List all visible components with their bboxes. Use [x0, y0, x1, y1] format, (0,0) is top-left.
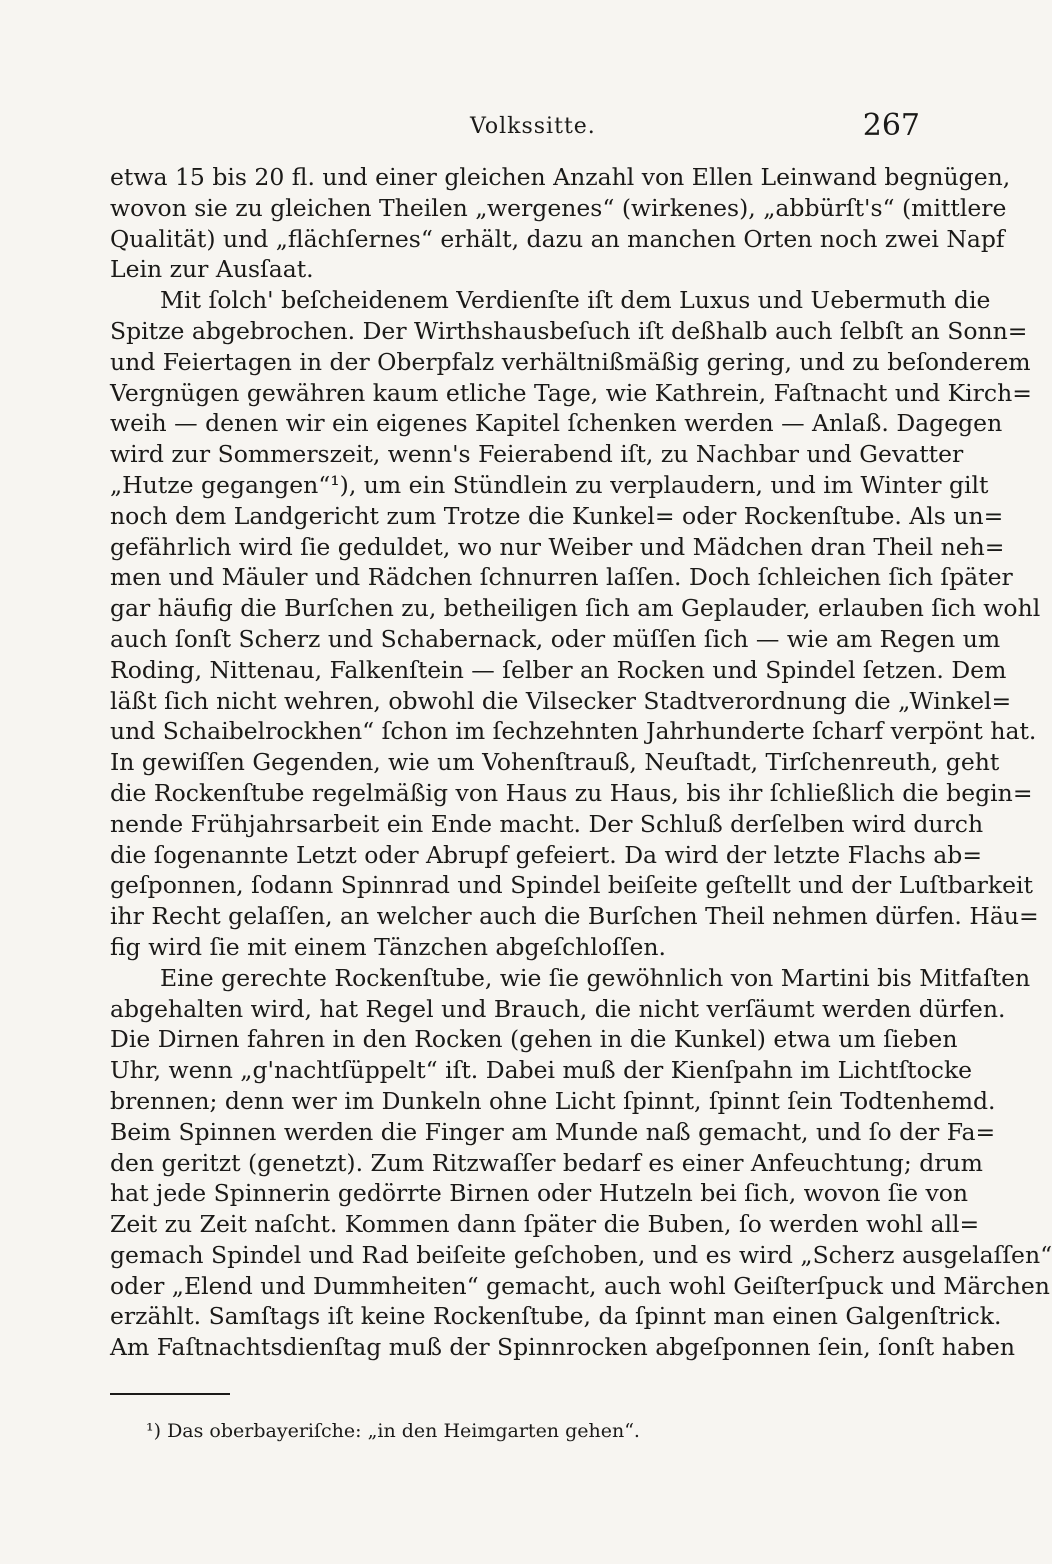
text-line: In gewiſſen Gegenden, wie um Vohenſtrauß, Neuſtadt, Tirſchenreuth, geht: [110, 748, 1000, 777]
text-line: gar häufig die Burſchen zu, betheiligen ſich am Geplauder, erlauben ſich wohl: [110, 594, 1041, 623]
text-line: fig wird ſie mit einem Tänzchen abgeſchloſſen.: [110, 932, 666, 961]
text-line: erzählt. Samſtags iſt keine Rockenſtube, da ſpinnt man einen Galgenſtrick.: [110, 1302, 1002, 1331]
text-line: auch ſonſt Scherz und Schabernack, oder müſſen ſich — wie am Regen um: [110, 624, 1001, 653]
text-line: Lein zur Ausſaat.: [110, 255, 314, 284]
text-line: den geritzt (genetzt). Zum Ritzwaſſer bedarf es einer Anfeuchtung; drum: [110, 1148, 983, 1177]
text-line: brennen; denn wer im Dunkeln ohne Licht ſpinnt, ſpinnt ſein Todtenhemd.: [110, 1086, 996, 1115]
text-line: „Hutze gegangen“¹), um ein Stündlein zu verplaudern, und im Winter gilt: [110, 470, 989, 499]
page-number: 267: [862, 108, 920, 143]
text-line: noch dem Landgericht zum Trotze die Kunkel= oder Rockenſtube. Als un=: [110, 501, 1004, 530]
body-text: [110, 162, 1052, 1363]
text-line: gefährlich wird ſie geduldet, wo nur Weiber und Mädchen dran Theil neh=: [110, 532, 1005, 561]
text-line: und Schaibelrockhen“ ſchon im ſechzehnten Jahrhunderte ſcharf verpönt hat.: [110, 717, 1037, 746]
text-line: läßt ſich nicht wehren, obwohl die Vilsecker Stadtverordnung die „Winkel=: [110, 686, 1012, 715]
text-line: Die Dirnen fahren in den Rocken (gehen in die Kunkel) etwa um ſieben: [110, 1025, 958, 1054]
text-line: weih — denen wir ein eigenes Kapitel ſchenken werden — Anlaß. Dagegen: [110, 409, 1003, 438]
text-line: Uhr, wenn „g'nachtſüppelt“ iſt. Dabei muß der Kienſpahn im Lichtſtocke: [110, 1056, 973, 1085]
text-line: Beim Spinnen werden die Finger am Munde naß gemacht, und ſo der Fa=: [110, 1117, 996, 1146]
text-line: die ſogenannte Letzt oder Abrupf gefeiert. Da wird der letzte Flachs ab=: [110, 840, 983, 869]
text-line: abgehalten wird, hat Regel und Brauch, die nicht verſäumt werden dürfen.: [110, 994, 1006, 1023]
text-line: Am Faſtnachtsdienſtag muß der Spinnrocken abgeſponnen ſein, ſonſt haben: [110, 1333, 1015, 1362]
text-line: Eine gerechte Rockenſtube, wie ſie gewöhnlich von Martini bis Mitfaſten: [160, 963, 1031, 992]
page-header: [110, 108, 920, 148]
running-head: Volkssitte.: [470, 114, 596, 139]
text-line: etwa 15 bis 20 fl. und einer gleichen Anzahl von Ellen Leinwand begnügen,: [110, 163, 1011, 191]
text-line: oder „Elend und Dummheiten“ gemacht, auch wohl Geiſterſpuck und Märchen: [110, 1271, 1050, 1300]
text-line: geſponnen, ſodann Spinnrad und Spindel beiſeite geſtellt und der Luſtbarkeit: [110, 871, 1033, 900]
footnote: ¹) Das oberbayeriſche: „in den Heimgarten gehen“.: [146, 1420, 640, 1442]
text-line: und Feiertagen in der Oberpfalz verhältnißmäßig gering, und zu beſonderem: [110, 347, 1031, 376]
text-line: die Rockenſtube regelmäßig von Haus zu Haus, bis ihr ſchließlich die begin=: [110, 778, 1033, 807]
text-line: Roding, Nittenau, Falkenſtein — ſelber an Rocken und Spindel ſetzen. Dem: [110, 655, 1007, 684]
text-line: wird zur Sommerszeit, wenn's Feierabend iſt, zu Nachbar und Gevatter: [110, 440, 964, 469]
text-line: ihr Recht gelaſſen, an welcher auch die Burſchen Theil nehmen dürfen. Häu=: [110, 902, 1039, 931]
text-line: gemach Spindel und Rad beiſeite geſchoben, und es wird „Scherz ausgelaſſen“: [110, 1240, 1052, 1269]
footnote-rule: [110, 1393, 230, 1395]
text-line: Vergnügen gewähren kaum etliche Tage, wie Kathrein, Faſtnacht und Kirch=: [110, 378, 1032, 407]
text-line: Spitze abgebrochen. Der Wirthshausbeſuch iſt deßhalb auch ſelbſt an Sonn=: [110, 316, 1028, 345]
text-line: Zeit zu Zeit naſcht. Kommen dann ſpäter die Buben, ſo werden wohl all=: [110, 1210, 980, 1239]
text-line: men und Mäuler und Rädchen ſchnurren laſſen. Doch ſchleichen ſich ſpäter: [110, 563, 1013, 592]
text-line: nende Frühjahrsarbeit ein Ende macht. Der Schluß derſelben wird durch: [110, 809, 984, 838]
text-line: wovon sie zu gleichen Theilen „wergenes“ (wirkenes), „abbürſt's“ (mittlere: [110, 193, 1007, 222]
text-line: Qualität) und „flächſernes“ erhält, dazu an manchen Orten noch zwei Napf: [110, 224, 1005, 253]
text-line: Mit ſolch' beſcheidenem Verdienſte iſt dem Luxus und Uebermuth die: [160, 286, 991, 315]
text-line: hat jede Spinnerin gedörrte Birnen oder Hutzeln bei ſich, wovon ſie von: [110, 1179, 969, 1208]
